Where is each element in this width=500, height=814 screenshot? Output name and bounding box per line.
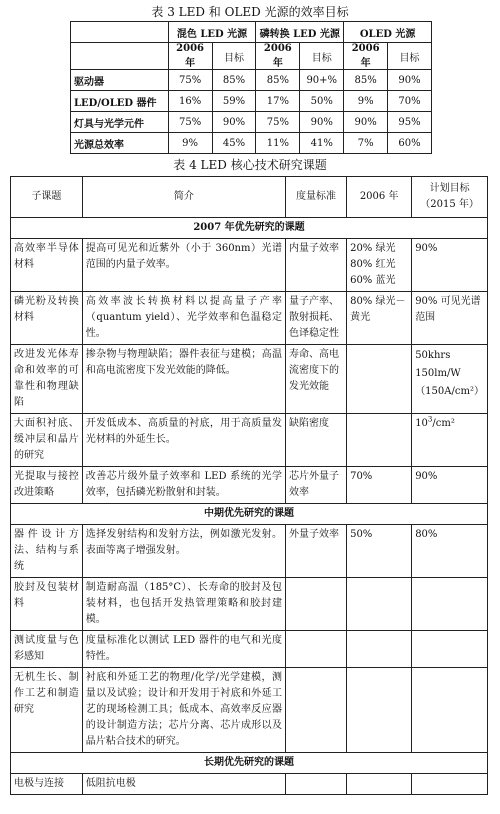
table4-header-row (11, 177, 488, 218)
subject-cell: 无机生长、制作工艺和制造研究 (11, 668, 83, 753)
cell: 16% (168, 91, 212, 112)
subject-cell: 大面积衬底、缓冲层和晶片的研究 (11, 414, 83, 467)
year2006-cell (347, 345, 412, 414)
metric-cell: 缺陷密度 (286, 414, 347, 467)
value-line: 20% 绿光 (350, 243, 396, 254)
cell: 41% (300, 133, 344, 154)
table-row (71, 70, 432, 91)
table-row (11, 414, 488, 467)
row-label: 光源总效率 (71, 133, 169, 154)
target-cell: 90% (412, 239, 488, 292)
table3-caption: 表 3 LED 和 OLED 光源的效率目标 (151, 5, 349, 19)
year2006-cell (347, 414, 412, 467)
cell: 85% (212, 70, 256, 91)
table-row (71, 133, 432, 154)
table-row (11, 774, 488, 795)
year2006-cell: 50% (347, 525, 412, 578)
cell: 50% (300, 91, 344, 112)
cell: 75% (168, 70, 212, 91)
target-cell: 90% 可见光谱范围 (412, 292, 488, 345)
table-row (11, 292, 488, 345)
subject-cell: 改进发光体寿命和效率的可靠性和物理缺陷 (11, 345, 83, 414)
target-cell (412, 578, 488, 631)
value-line: 150lm/W (415, 368, 461, 379)
target-cell (412, 631, 488, 668)
metric-cell (286, 774, 347, 795)
table3-corner2 (71, 43, 169, 70)
header-metric: 度量标准 (286, 177, 347, 218)
header-target (412, 177, 488, 218)
target-cell: 90% (412, 467, 488, 504)
cell: 90+% (300, 70, 344, 91)
metric-cell: 外量子效率 (286, 525, 347, 578)
cell: 17% (256, 91, 300, 112)
intro-cell: 度量标准化以测试 LED 器件的电气和光度特性。 (82, 631, 285, 668)
year2006-cell (347, 774, 412, 795)
section-2007: 2007 年优先研究的课题 (11, 218, 488, 239)
row-label: 灯具与光学元件 (71, 112, 169, 133)
metric-cell (286, 631, 347, 668)
section-long-term: 长期优先研究的课题 (11, 753, 488, 774)
target-base: 10 (415, 418, 428, 429)
cell: 11% (256, 133, 300, 154)
header-intro: 简介 (82, 177, 285, 218)
cell: 59% (212, 91, 256, 112)
cell: 85% (344, 70, 388, 91)
subject-cell: 电极与连接 (11, 774, 83, 795)
intro-cell: 衬底和外延工艺的物理/化学/光学建模，测量以及试验；设计和开发用于衬底和外延工艺的现场检测工具；低成本、高效率反应器的设计制造方法；芯片分离、芯片成形以及晶片粘合技术的研究。 (82, 668, 285, 753)
table3-target-header: 目标 (212, 43, 256, 70)
subject-cell: 测试度量与色彩感知 (11, 631, 83, 668)
table4 (10, 176, 488, 795)
cell: 90% (344, 112, 388, 133)
table3-year-header: 2006 年 (256, 43, 300, 70)
target-cell (412, 345, 488, 414)
header-2006: 2006 年 (347, 177, 412, 218)
table-row (11, 578, 488, 631)
target-cell: 80% (412, 525, 488, 578)
cell: 9% (344, 91, 388, 112)
intro-cell: 制造耐高温（185°C）、长寿命的胶封及包装材料，也包括开发热管理策略和胶封建模。 (82, 578, 285, 631)
metric-cell: 内量子效率 (286, 239, 347, 292)
intro-cell: 提高可见光和近紫外（小于 360nm）光谱范围的内量子效率。 (82, 239, 285, 292)
table-row (11, 467, 488, 504)
row-label: LED/OLED 器件 (71, 91, 169, 112)
metric-cell: 量子产率、散射损耗、色译稳定性 (286, 292, 347, 345)
intro-cell: 开发低成本、高质量的衬底，用于高质量发光材料的外延生长。 (82, 414, 285, 467)
cell: 9% (168, 133, 212, 154)
header-target-line1: 计划目标 (429, 183, 470, 194)
year2006-cell: 80% 绿光－黄光 (347, 292, 412, 345)
year2006-cell (347, 239, 412, 292)
target-exponent: 3 (427, 415, 433, 424)
value-line: 80% 红光 (350, 259, 396, 270)
year2006-cell (347, 668, 412, 753)
table3-target-header: 目标 (388, 43, 432, 70)
subject-cell: 磷光粉及转换材料 (11, 292, 83, 345)
metric-cell: 芯片外量子效率 (286, 467, 347, 504)
table3-year-header: 2006 年 (168, 43, 212, 70)
table-row (11, 239, 488, 292)
year2006-cell (347, 631, 412, 668)
cell: 7% (344, 133, 388, 154)
header-target-line2: （2015 年） (420, 199, 479, 210)
cell: 70% (388, 91, 432, 112)
cell: 95% (388, 112, 432, 133)
table3-corner (71, 22, 169, 43)
table4-caption: 表 4 LED 核心技术研究课题 (173, 158, 327, 172)
subject-cell: 胶封及包装材料 (11, 578, 83, 631)
target-cell (412, 668, 488, 753)
value-line: 50khrs (415, 350, 451, 361)
table3-group-phosphor: 磷转换 LED 光源 (256, 22, 344, 43)
subject-cell: 高效率半导体材料 (11, 239, 83, 292)
row-label: 驱动器 (71, 70, 169, 91)
table3 (70, 21, 432, 154)
target-unit: /cm² (432, 418, 455, 429)
year2006-cell (347, 578, 412, 631)
table3-group-mixed: 混色 LED 光源 (168, 22, 256, 43)
table-row (11, 631, 488, 668)
metric-cell (286, 578, 347, 631)
target-cell (412, 414, 488, 467)
cell: 60% (388, 133, 432, 154)
metric-cell: 寿命、高电流密度下的发光效能 (286, 345, 347, 414)
table-row (11, 345, 488, 414)
intro-cell: 高效率波长转换材料以提高量子产率（quantum yield）、光学效率和色温稳定性。 (82, 292, 285, 345)
subject-cell: 器件设计方法、结构与系统 (11, 525, 83, 578)
section-mid-term: 中期优先研究的课题 (11, 504, 488, 525)
table-row (11, 525, 488, 578)
cell: 90% (300, 112, 344, 133)
intro-cell: 改善芯片级外量子效率和 LED 系统的光学效率，包括磷光粉散射和封装。 (82, 467, 285, 504)
intro-cell: 掺杂物与物理缺陷；器件表征与建模；高温和高电流密度下发光效能的降低。 (82, 345, 285, 414)
subject-cell: 光提取与接控改进策略 (11, 467, 83, 504)
table3-group-oled: OLED 光源 (344, 22, 432, 43)
value-line: 60% 蓝光 (350, 275, 396, 286)
table3-year-header: 2006 年 (344, 43, 388, 70)
cell: 85% (256, 70, 300, 91)
cell: 75% (256, 112, 300, 133)
metric-cell (286, 668, 347, 753)
header-subject: 子课题 (11, 177, 83, 218)
intro-cell: 低阻抗电极 (82, 774, 285, 795)
cell: 45% (212, 133, 256, 154)
target-cell (412, 774, 488, 795)
cell: 90% (212, 112, 256, 133)
cell: 90% (388, 70, 432, 91)
table-row (71, 112, 432, 133)
intro-cell: 选择发射结构和发射方法，例如激光发射。表面等离子增强发射。 (82, 525, 285, 578)
year2006-cell: 70% (347, 467, 412, 504)
table-row (71, 91, 432, 112)
cell: 75% (168, 112, 212, 133)
value-line: （150A/cm²） (415, 386, 484, 397)
table-row (11, 668, 488, 753)
table3-target-header: 目标 (300, 43, 344, 70)
